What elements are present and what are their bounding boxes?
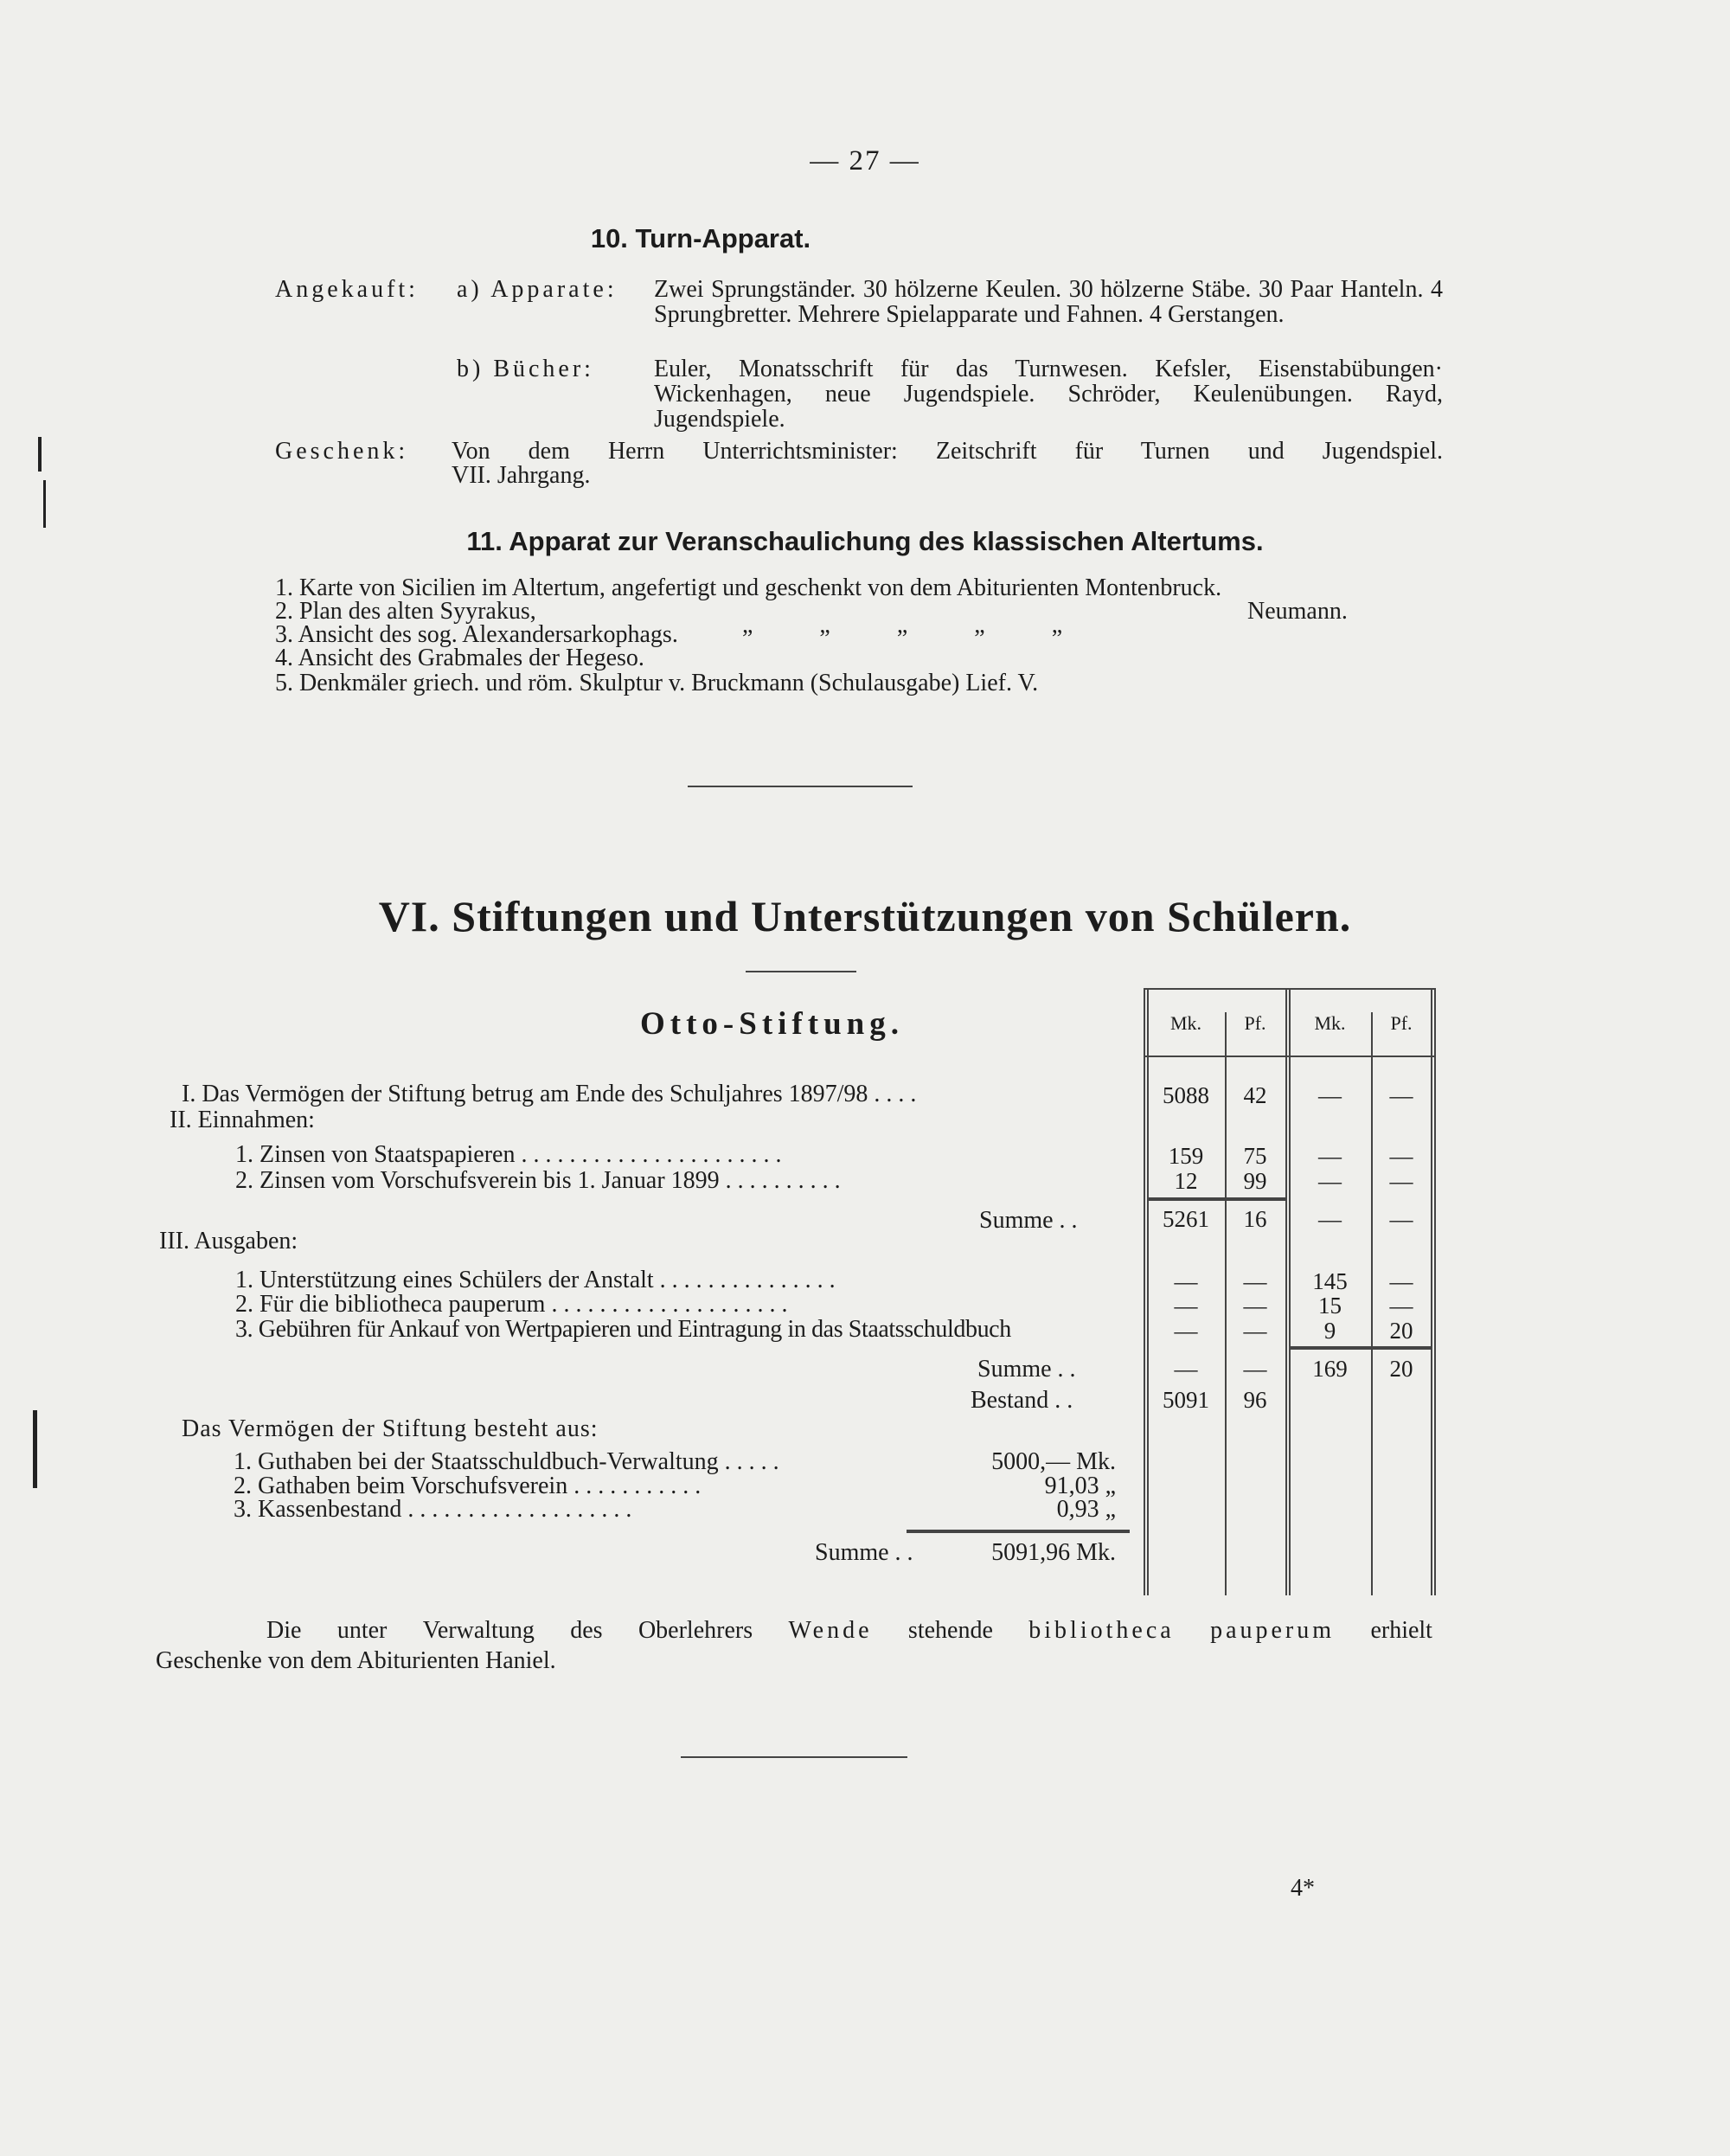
- cell: —: [1318, 1143, 1342, 1169]
- list-item: 4. Ansicht des Grabmales der Hegeso.: [275, 645, 644, 671]
- cell: 20: [1389, 1318, 1413, 1344]
- table-border: [1144, 988, 1145, 1595]
- divider: [746, 971, 856, 972]
- cell: 16: [1243, 1206, 1267, 1232]
- closing-line-1: [266, 1618, 1432, 1643]
- col-header-mk: Mk.: [1169, 1012, 1202, 1034]
- buecher-text: Euler, Monatsschrift für das Turnwesen. Kefsler, Eisenstabübungen· Wickenhagen, neue Jugendspiele. Schröder, Keulenübungen. Rayd, Jugendspiele.: [654, 356, 1443, 433]
- cell: —: [1389, 1082, 1413, 1108]
- summe-label: Summe . .: [977, 1356, 1076, 1383]
- angekauft-label: Angekauft:: [275, 276, 419, 303]
- row-label: 3. Gebühren für Ankauf von Wertpapieren und Eintragung in das Staatsschuldbuch: [235, 1316, 1011, 1343]
- geschenk-label: Geschenk:: [275, 438, 409, 465]
- cell: 75: [1243, 1143, 1267, 1169]
- cell: 42: [1243, 1082, 1267, 1108]
- geschenk-line2: VII. Jahrgang.: [452, 462, 591, 489]
- signature-mark-visible: 4*: [1291, 1875, 1315, 1902]
- row-label: II. Einnahmen:: [170, 1107, 315, 1133]
- list-item: 5. Denkmäler griech. und röm. Skulptur v. Bruckmann (Schulausgabe) Lief. V.: [275, 670, 1039, 696]
- cell: —: [1389, 1168, 1413, 1194]
- apparate-label: a) Apparate:: [457, 276, 618, 303]
- geschenk-line1: Von dem Herrn Unterrichtsminister: Zeitschrift für Turnen und Jugendspiel.: [452, 438, 1443, 465]
- table-border: [1434, 988, 1436, 1595]
- cell: —: [1318, 1082, 1342, 1108]
- closing-word: Oberlehrers: [638, 1617, 753, 1644]
- list-item: 3. Ansicht des sog. Alexandersarkophags.: [275, 621, 678, 648]
- closing-word: unter: [336, 1617, 388, 1644]
- section-vi-heading: VI. Stiftungen und Unterstützungen von Schülern.: [378, 892, 1352, 940]
- row-label: 2. Für die bibliotheca pauperum . . . . . . . . . . . . . . . . . . . .: [235, 1291, 788, 1318]
- sum-rule: [1289, 1346, 1432, 1350]
- section-11-heading: 11. Apparat zur Veranschaulichung des klassischen Altertums.: [466, 526, 1264, 556]
- holding-amount: 0,93 „: [1056, 1496, 1116, 1523]
- ditto-marks: „ „ „ „ „: [742, 612, 1063, 638]
- cell: 5088: [1163, 1082, 1209, 1108]
- divider: [688, 786, 913, 787]
- cell: —: [1174, 1293, 1198, 1319]
- row-label: 1. Zinsen von Staatspapieren . . . . . . . . . . . . . . . . . . . . . .: [235, 1141, 782, 1168]
- cell: —: [1389, 1268, 1413, 1294]
- row-label: III. Ausgaben:: [159, 1228, 298, 1254]
- sum-rule: [1147, 1197, 1285, 1201]
- cell: 9: [1323, 1318, 1336, 1344]
- cell: —: [1389, 1293, 1413, 1319]
- col-header-pf: Pf.: [1244, 1012, 1266, 1034]
- closing-word: erhielt: [1370, 1617, 1432, 1644]
- holding-amount: 91,03 „: [1044, 1473, 1116, 1499]
- table-border: [1144, 988, 1436, 990]
- cell: —: [1243, 1318, 1267, 1344]
- page-number: — 27 —: [810, 145, 920, 176]
- holding-label: 3. Kassenbestand . . . . . . . . . . . . . . . . . . .: [234, 1496, 632, 1523]
- cell: 12: [1174, 1168, 1198, 1194]
- closing-word: Verwaltung: [422, 1617, 535, 1644]
- cell: 5261: [1163, 1206, 1209, 1232]
- cell: —: [1174, 1318, 1198, 1344]
- holdings-intro: Das Vermögen der Stiftung besteht aus:: [182, 1415, 599, 1442]
- summe-label: Summe . .: [979, 1207, 1078, 1234]
- cell: 5091: [1163, 1387, 1209, 1413]
- row-label: 2. Zinsen vom Vorschufsverein bis 1. Januar 1899 . . . . . . . . . .: [235, 1167, 841, 1194]
- table-border: [1285, 988, 1287, 1595]
- bestand-label: Bestand . .: [971, 1387, 1073, 1414]
- cell: —: [1243, 1356, 1267, 1382]
- list-item: 1. Karte von Sicilien im Altertum, angefertigt und geschenkt von dem Abiturienten Montenbruck.: [275, 574, 1222, 601]
- cell: 99: [1243, 1168, 1267, 1194]
- otto-stiftung-heading: Otto-Stiftung.: [640, 1006, 904, 1042]
- cell: 20: [1389, 1356, 1413, 1382]
- cell: —: [1174, 1268, 1198, 1294]
- cell: —: [1318, 1168, 1342, 1194]
- item2-name: Neumann.: [1247, 598, 1348, 625]
- cell: —: [1243, 1268, 1267, 1294]
- closing-line-2: Geschenke von dem Abiturienten Haniel.: [156, 1647, 556, 1674]
- holdings-summe-value: 5091,96 Mk.: [991, 1539, 1116, 1566]
- divider: [681, 1756, 907, 1758]
- cell: 15: [1318, 1293, 1342, 1319]
- col-header-mk: Mk.: [1314, 1012, 1346, 1034]
- holding-amount: 5000,— Mk.: [991, 1448, 1116, 1475]
- sum-rule: [907, 1530, 1130, 1533]
- closing-word: bibliotheca: [1028, 1617, 1175, 1644]
- list-item: 2. Plan des alten Syyrakus,: [275, 598, 536, 625]
- cell: 96: [1243, 1387, 1267, 1413]
- cell: —: [1174, 1356, 1198, 1382]
- holdings-summe-label: Summe . .: [815, 1539, 913, 1566]
- holding-label: 2. Gathaben beim Vorschufsverein . . . . . . . . . . .: [234, 1473, 702, 1499]
- cell: 145: [1312, 1268, 1348, 1294]
- row-label: 1. Unterstützung eines Schülers der Anstalt . . . . . . . . . . . . . . .: [235, 1267, 836, 1293]
- apparate-text: Zwei Sprungständer. 30 hölzerne Keulen. 30 hölzerne Stäbe. 30 Paar Hanteln. 4 Sprungbretter. Mehrere Spielapparate und Fahnen. 4 Gerstangen.: [654, 276, 1443, 328]
- cell: 159: [1168, 1143, 1204, 1169]
- closing-word: des: [570, 1617, 603, 1644]
- margin-mark-1: [38, 437, 42, 472]
- cell: —: [1318, 1206, 1342, 1232]
- closing-word: pauperum: [1210, 1617, 1336, 1644]
- cell: 169: [1312, 1356, 1348, 1382]
- cell: —: [1243, 1293, 1267, 1319]
- holding-label: 1. Guthaben bei der Staatsschuldbuch-Verwaltung . . . . .: [234, 1448, 779, 1475]
- cell: —: [1389, 1206, 1413, 1232]
- col-header-pf: Pf.: [1390, 1012, 1413, 1034]
- margin-mark-2: [43, 480, 46, 528]
- closing-word: Die: [266, 1617, 302, 1644]
- buecher-label: b) Bücher:: [457, 356, 594, 382]
- table-border: [1144, 1056, 1436, 1057]
- cell: —: [1389, 1143, 1413, 1169]
- closing-word: stehende: [907, 1617, 993, 1644]
- closing-word: Wende: [788, 1617, 873, 1644]
- margin-mark-3: [33, 1410, 37, 1488]
- section-10-heading: 10. Turn-Apparat.: [590, 223, 811, 253]
- row-label: I. Das Vermögen der Stiftung betrug am Ende des Schuljahres 1897/98 . . . .: [182, 1081, 917, 1107]
